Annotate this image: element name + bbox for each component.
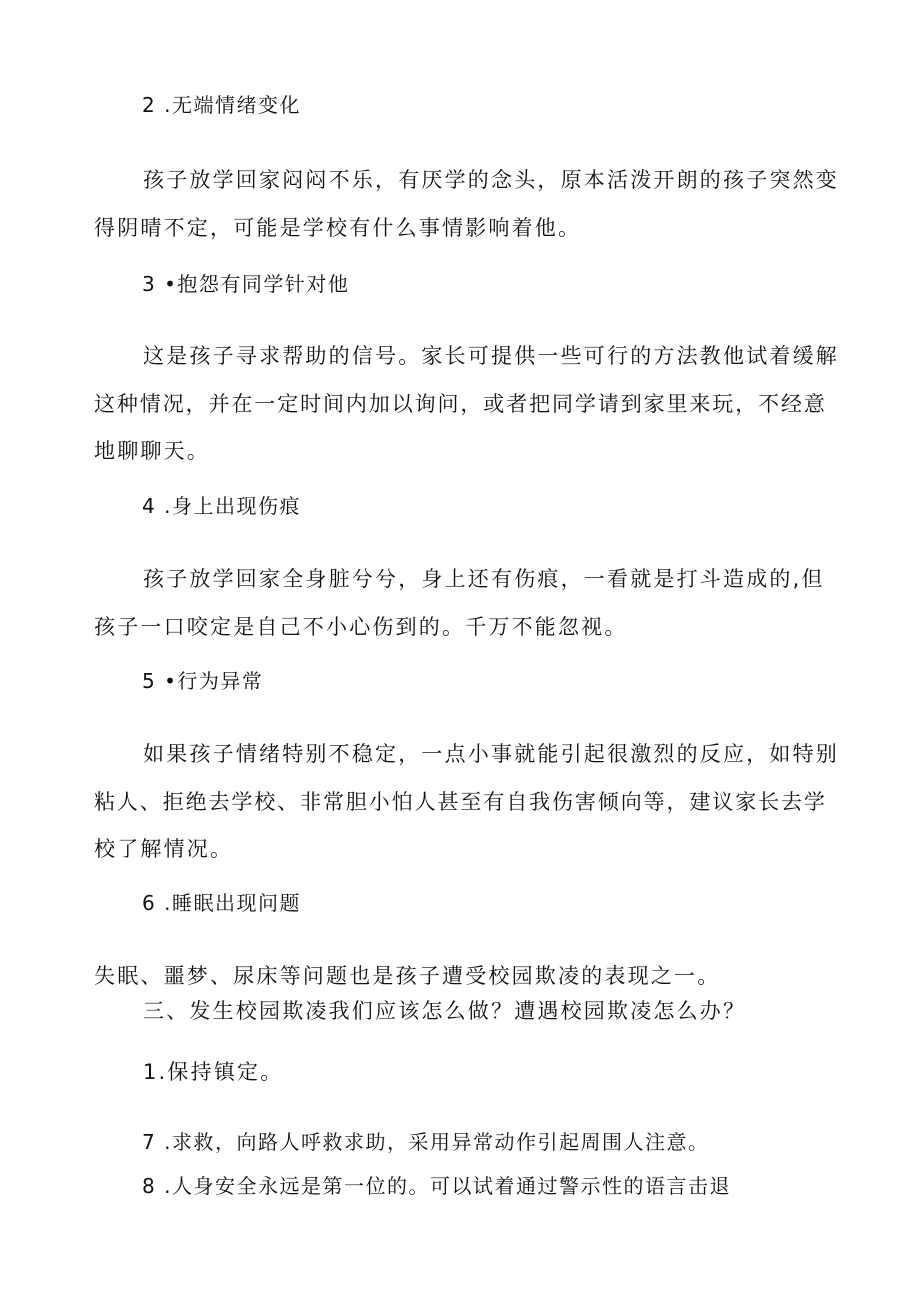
paragraph-line: 失眠、噩梦、尿床等问题也是孩子遭受校园欺凌的表现之一。	[94, 964, 721, 988]
paragraph-line: 校了解情况。	[94, 837, 234, 861]
section-heading-6: 6 .睡眠出现问题	[142, 891, 301, 915]
paragraph-line: 如果孩子情绪特别不稳定，一点小事就能引起很激烈的反应，如特别	[143, 742, 839, 766]
section-heading-2: 2 .无端情绪变化	[142, 93, 301, 117]
paragraph-line: 得阴晴不定，可能是学校有什么事情影响着他。	[94, 216, 582, 240]
section-title-three: 三、发生校园欺凌我们应该怎么做？遭遇校园欺凌怎么办？	[143, 999, 747, 1023]
paragraph-line: 孩子放学回家全身脏兮兮，身上还有伤痕，一看就是打斗造成的,但	[143, 567, 825, 591]
section-heading-5: 5 •行为异常	[142, 669, 264, 693]
section-heading-4: 4 .身上出现伤痕	[142, 494, 301, 518]
paragraph-line: 地聊聊天。	[94, 439, 210, 463]
paragraph-line: 这种情况，并在一定时间内加以询问，或者把同学请到家里来玩，不经意	[94, 392, 827, 416]
list-item-8: 8 .人身安全永远是第一位的。可以试着通过警示性的语言击退	[142, 1174, 731, 1198]
paragraph-line: 孩子一口咬定是自己不小心伤到的。千万不能忽视。	[94, 615, 628, 639]
paragraph-line: 粘人、拒绝去学校、非常胆小怕人甚至有自我伤害倾向等，建议家长去学	[94, 790, 827, 814]
paragraph-line: 这是孩子寻求帮助的信号。家长可提供一些可行的方法教他试着缓解	[143, 344, 839, 368]
section-heading-3: 3 •抱怨有同学针对他	[142, 272, 350, 296]
list-item-7: 7 .求救，向路人呼救求助，采用异常动作引起周围人注意。	[142, 1130, 710, 1154]
paragraph-line: 孩子放学回家闷闷不乐，有厌学的念头，原本活泼开朗的孩子突然变	[143, 168, 839, 192]
list-item-1: 1.保持镇定。	[143, 1060, 284, 1084]
